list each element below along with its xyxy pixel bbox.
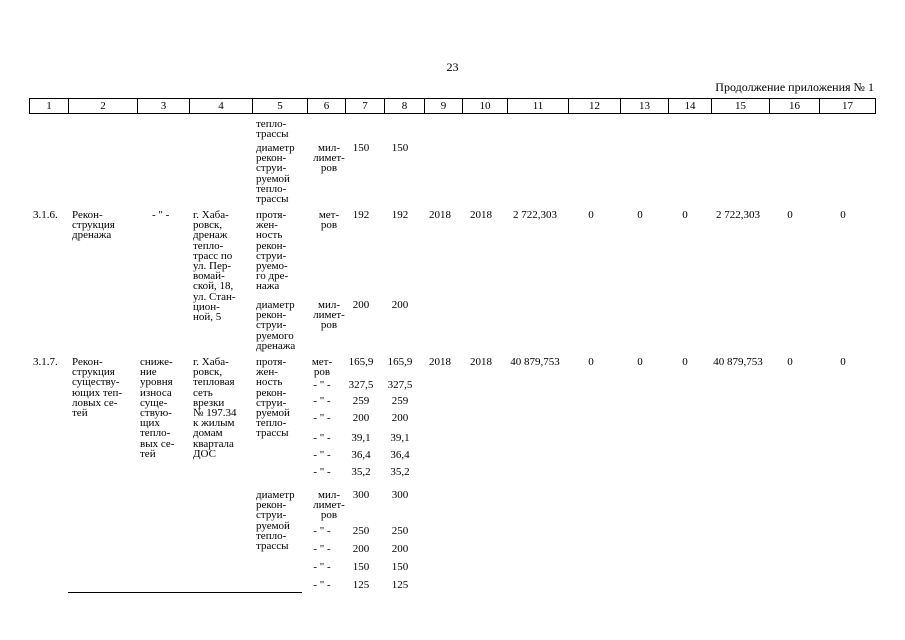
cost-cell: 0	[840, 209, 846, 221]
value-cell: 327,5	[348, 379, 374, 391]
cost-cell: 2 722,303	[513, 209, 557, 221]
value-cell: 192	[391, 209, 409, 221]
value-cell: 327,5	[387, 379, 413, 391]
param-name-cell: диаметр рекон- струи- руемого дренажа	[256, 299, 296, 352]
unit-cell: мил- лимет- ров	[313, 489, 345, 522]
value-cell: 165,9	[348, 356, 374, 368]
page-number: 23	[446, 60, 459, 74]
column-number-cell: 13	[621, 99, 669, 114]
value-cell: 200	[352, 299, 370, 311]
value-cell: 125	[391, 579, 409, 591]
appendix-continuation-label: Продолжение приложения № 1	[715, 80, 874, 94]
column-number-cell: 17	[820, 99, 876, 114]
param-name-cell: протя- жен- ность рекон- струи- руемой тепло- трассы	[256, 356, 290, 440]
cost-cell: 40 879,753	[510, 356, 560, 368]
measure-name: Рекон- струкция дренажа	[72, 209, 115, 242]
unit-cell: мил- лимет- ров	[313, 142, 345, 175]
column-number-cell: 16	[770, 99, 820, 114]
value-cell: 192	[352, 209, 370, 221]
value-cell: 200	[352, 543, 370, 555]
value-cell: 39,1	[351, 432, 371, 444]
cost-cell: 0	[588, 209, 594, 221]
column-number-cell: 15	[712, 99, 770, 114]
unit-cell: - " -	[313, 379, 331, 391]
value-cell: 150	[352, 561, 370, 573]
unit-cell: - " -	[313, 449, 331, 461]
value-cell: 250	[352, 525, 370, 537]
value-cell: 300	[391, 489, 409, 501]
value-cell: 165,9	[387, 356, 413, 368]
value-cell: 250	[391, 525, 409, 537]
unit-cell: - " -	[313, 525, 331, 537]
unit-cell: - " -	[313, 395, 331, 407]
param-name-cell: тепло- трассы	[256, 118, 289, 141]
measure-name: Рекон- струкция существу- ющих теп- ловых се- тей	[72, 356, 123, 420]
cost-cell: 0	[682, 356, 688, 368]
column-number-cell: 14	[669, 99, 712, 114]
cost-cell: 2 722,303	[716, 209, 760, 221]
cost-cell: 0	[637, 356, 643, 368]
unit-cell: мет- ров	[318, 209, 340, 232]
value-cell: 36,4	[351, 449, 371, 461]
unit-cell: - " -	[313, 412, 331, 424]
column-number-cell: 1	[30, 99, 69, 114]
cost-cell: 0	[787, 209, 793, 221]
column-number-cell: 8	[385, 99, 425, 114]
column-number-cell: 4	[190, 99, 253, 114]
unit-cell: - " -	[313, 543, 331, 555]
column-number-cell: 9	[425, 99, 463, 114]
param-name-cell: протя- жен- ность рекон- струи- руемо- го дре- нажа	[256, 209, 289, 293]
value-cell: 125	[352, 579, 370, 591]
column-number-cell: 3	[138, 99, 190, 114]
value-cell: 150	[391, 142, 409, 154]
cost-cell: 0	[637, 209, 643, 221]
value-cell: 259	[352, 395, 370, 407]
cost-cell: 0	[682, 209, 688, 221]
value-cell: 150	[352, 142, 370, 154]
value-cell: 39,1	[390, 432, 410, 444]
row-number: 3.1.6.	[33, 209, 58, 221]
measure-goal: сниже- ние уровня износа суще- ствую- щих тепло- вых се- тей	[140, 356, 175, 460]
column-number-cell: 6	[308, 99, 346, 114]
object-address: г. Хаба- ровск, дренаж тепло- трасс по ул. Пер- вомай- ской, 18, ул. Стан- цион- ной, 5	[193, 209, 236, 324]
year-cell: 2018	[470, 209, 492, 221]
value-cell: 36,4	[390, 449, 410, 461]
column-number-cell: 7	[346, 99, 385, 114]
row-number: 3.1.7.	[33, 356, 58, 368]
value-cell: 200	[391, 299, 409, 311]
column-number-header	[29, 98, 876, 114]
column-number-cell: 11	[508, 99, 569, 114]
value-cell: 35,2	[351, 466, 371, 478]
value-cell: 35,2	[390, 466, 410, 478]
cost-cell: 0	[840, 356, 846, 368]
value-cell: 200	[352, 412, 370, 424]
value-cell: 150	[391, 561, 409, 573]
column-number-row	[30, 99, 876, 114]
year-cell: 2018	[429, 356, 451, 368]
column-number-cell: 5	[253, 99, 308, 114]
column-number-cell: 12	[569, 99, 621, 114]
cost-cell: 40 879,753	[713, 356, 763, 368]
unit-cell: мил- лимет- ров	[313, 299, 345, 332]
unit-cell: мет- ров	[311, 356, 333, 379]
column-number-cell: 10	[463, 99, 508, 114]
value-cell: 200	[391, 543, 409, 555]
footnote-divider	[68, 592, 302, 593]
param-name-cell: диаметр рекон- струи- руемой тепло- трассы	[256, 489, 295, 553]
value-cell: 259	[391, 395, 409, 407]
unit-cell: - " -	[313, 432, 331, 444]
cost-cell: 0	[787, 356, 793, 368]
column-number-cell: 2	[69, 99, 138, 114]
object-address: г. Хаба- ровск, тепловая сеть врезки № 197.34 к жилым домам квартала ДОС	[193, 356, 237, 460]
ditto-mark: - " -	[152, 209, 170, 221]
value-cell: 200	[391, 412, 409, 424]
year-cell: 2018	[429, 209, 451, 221]
unit-cell: - " -	[313, 561, 331, 573]
value-cell: 300	[352, 489, 370, 501]
unit-cell: - " -	[313, 466, 331, 478]
year-cell: 2018	[470, 356, 492, 368]
unit-cell: - " -	[313, 579, 331, 591]
param-name-cell: диаметр рекон- струи- руемой тепло- трассы	[256, 142, 295, 206]
cost-cell: 0	[588, 356, 594, 368]
